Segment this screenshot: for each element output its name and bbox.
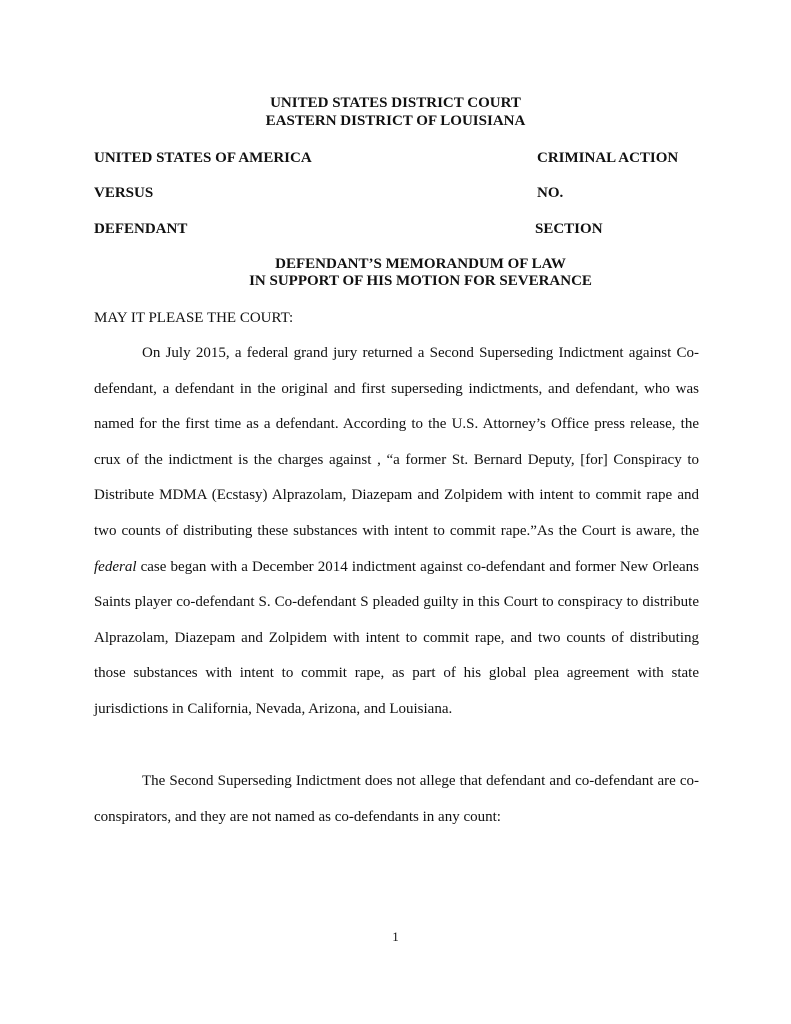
court-name: UNITED STATES DISTRICT COURT (270, 95, 521, 111)
memo-title-line1: DEFENDANT’S MEMORANDUM OF LAW (275, 256, 566, 272)
caption-section: SECTION (535, 221, 603, 237)
caption-number: NO. (537, 185, 564, 201)
caption-versus: VERSUS (94, 185, 154, 201)
memo-title-line2: IN SUPPORT OF HIS MOTION FOR SEVERANCE (249, 273, 592, 289)
body-paragraph-2 (94, 764, 699, 835)
paragraph-1-text-a: On July 2015, a federal grand jury returned a Second Superseding Indictment against Co-defendant, a defendant in the original and first superseding indictments, and defendant, who was named for the first time as a defendant. According to the U.S. Attorney’s Office press release, the crux of the indictment is the charges against , “a former St. Bernard Deputy, [for] Conspiracy to Distribute MDMA (Ecstasy) Alprazolam, Diazepam and Zolpidem with intent to commit rape and two counts of distributing these substances with intent to commit rape.”As the Court is aware, the (94, 345, 699, 539)
paragraph-1-emphasis: federal (94, 558, 137, 575)
caption-criminal-action: CRIMINAL ACTION (537, 150, 679, 166)
court-district: EASTERN DISTRICT OF LOUISIANA (265, 113, 526, 129)
memo-title (0, 256, 791, 290)
caption-plaintiff: UNITED STATES OF AMERICA (94, 150, 312, 166)
court-header (0, 94, 791, 130)
caption-defendant: DEFENDANT (94, 221, 188, 237)
salutation: MAY IT PLEASE THE COURT: (94, 310, 294, 326)
body-paragraph-1 (94, 336, 699, 728)
paragraph-1-text-b: case began with a December 2014 indictment against co-defendant and former New Orleans Saints player co-defendant S. Co-defendant S pleaded guilty in this Court to conspiracy to distribute Alprazolam, Diazepam and Zolpidem with intent to commit rape, and two counts of distributing those substances with intent to commit rape, as part of his global plea agreement with state jurisdictions in California, Nevada, Arizona, and Louisiana. (94, 558, 699, 717)
page-number: 1 (392, 929, 399, 944)
paragraph-2-text: The Second Superseding Indictment does not allege that defendant and co-defendant are co- conspirators, and they are not named as co-defendants in any count: (94, 773, 699, 825)
